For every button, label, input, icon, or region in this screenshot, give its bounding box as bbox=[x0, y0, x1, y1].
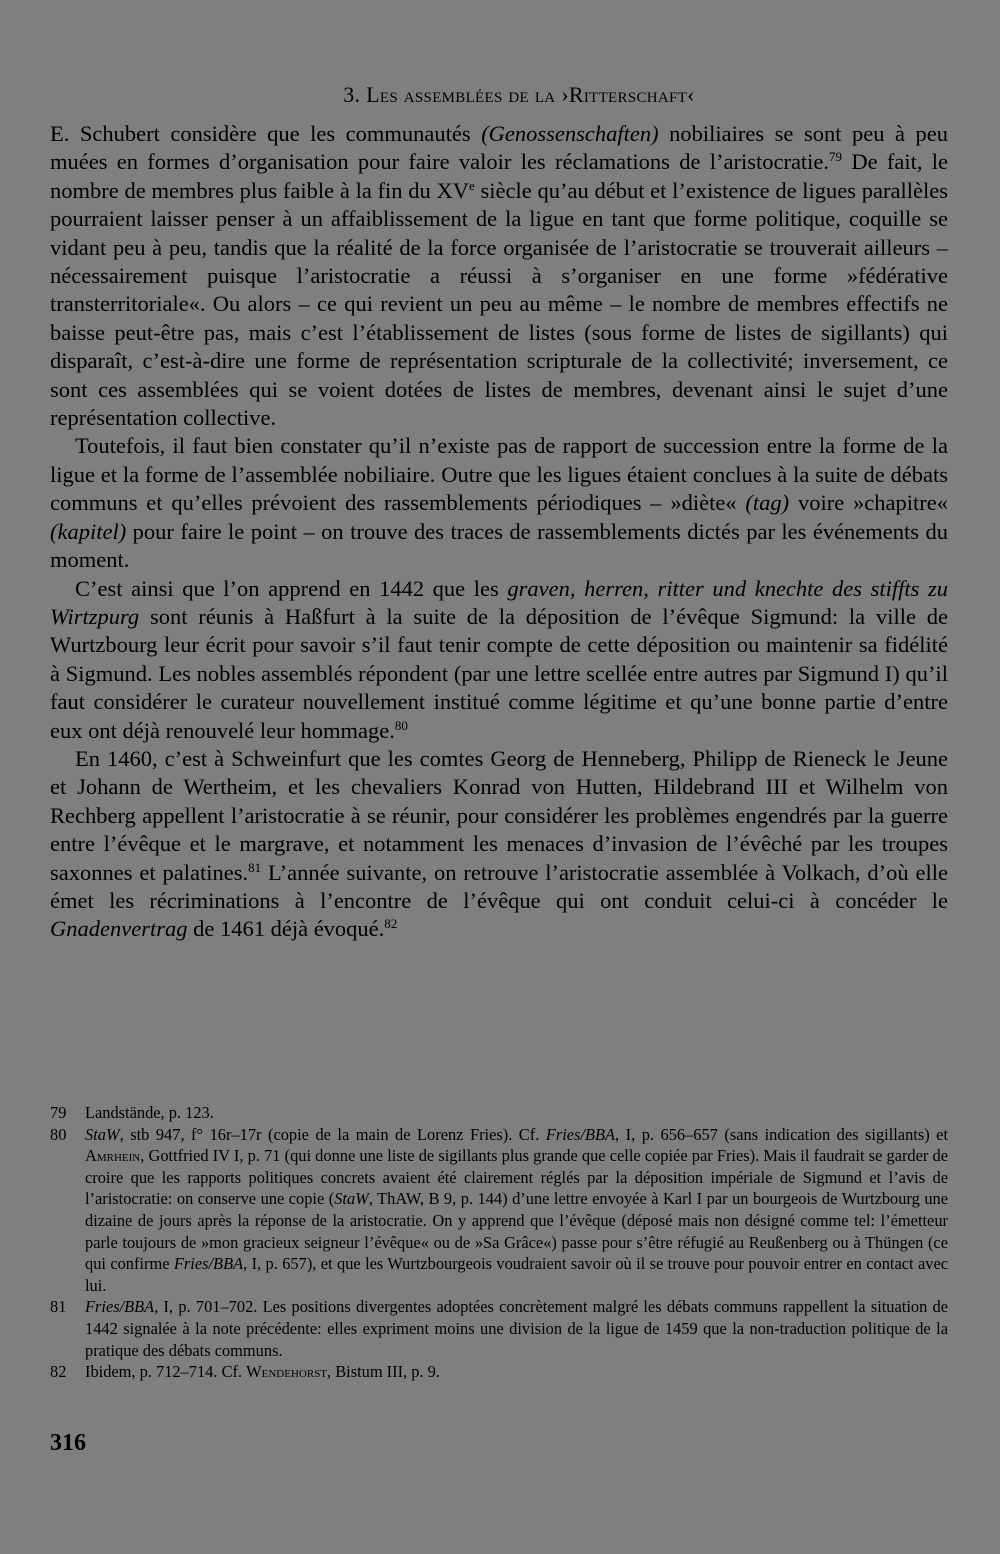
italic-span: (kapitel) bbox=[50, 518, 127, 544]
footnote-number: 79 bbox=[50, 1103, 67, 1122]
footnote bbox=[50, 1361, 948, 1383]
footnote-ref: 80 bbox=[394, 717, 408, 733]
text-span: L’année suivante, on retrouve l’aristocratie assemblée à Volkach, d’où elle émet les récriminations à l’encontre de l’évêque qui ont conduit celui-ci à concéder le bbox=[50, 859, 948, 913]
text-span: Toutefois, il faut bien constater qu’il n’existe pas de rapport de succession entre la forme de la ligue et la forme de l’assemblée nobiliaire. Outre que les ligues étaient conclues à la suite de débats communs et qu’elles prévoient des rassemblements périodiques – »diète« bbox=[50, 433, 948, 516]
text-span: En 1460, c’est à Schweinfurt que les comtes Georg de Henneberg, Philipp de Rieneck le Jeune et Johann de Wertheim, et les chevaliers Konrad von Hutten, Hildebrand III et Wilhelm von Rechberg appellent l’aristocratie à se réunir, pour considérer les problèmes engendrés par la guerre entre l’évêque et le margrave, et notamment les menaces d’invasion de l’évêché par les troupes saxonnes et palatines. bbox=[50, 745, 948, 885]
footnote bbox=[50, 1296, 948, 1361]
text-span: nobiliaires se sont peu à peu muées en formes d’organisation pour faire valoir les réclamations de l’aristocratie. bbox=[50, 121, 948, 175]
italic-span: Gnadenvertrag bbox=[50, 916, 188, 942]
text-span: pour faire le point – on trouve des traces de rassemblements dictés par les événements du moment. bbox=[50, 518, 948, 573]
italic-span: Fries/BBA bbox=[85, 1297, 155, 1317]
footnote-text bbox=[85, 1361, 948, 1383]
paragraph bbox=[50, 432, 948, 574]
text-span: , I, p. 657), et que les Wurtzbourgeois voudraient savoir où il se trouve pour pouvoir entrer en contact avec lui. bbox=[85, 1254, 948, 1295]
footnote-ref: e bbox=[469, 177, 475, 193]
footnote-text bbox=[85, 1124, 948, 1297]
italic-span: Fries/BBA bbox=[545, 1124, 616, 1144]
text-span: Landstände, p. 123. bbox=[85, 1103, 214, 1122]
text-span: De fait, le nombre de membres plus faible à la fin du XV bbox=[50, 149, 948, 203]
footnote-text bbox=[85, 1296, 948, 1361]
italic-span: Fries/BBA bbox=[173, 1254, 244, 1274]
footnote bbox=[50, 1102, 948, 1124]
text-span: E. Schubert considère que les communautés bbox=[50, 121, 482, 146]
italic-span: StaW bbox=[334, 1189, 369, 1209]
text-span: siècle qu’au début et l’existence de ligues parallèles pourraient laisser penser à un affaiblissement de la ligue en tant que forme politique, coquille se vidant peu à peu, tandis que la réalité de la force organisée de l’aristocratie se trouverait ailleurs – nécessairement puisque l’aristocratie a réussi à s’organiser en une forme »fédérative transterritoriale«. Ou alors – ce qui revient un peu au même – le nombre de membres effectifs ne baisse peut-être pas, mais c’est l’établissement de listes (sous forme de listes de sigillants) qui disparaît, c’est-à-dire une forme de représentation scripturale de la collectivité; inversement, ce sont ces assemblées qui se voient dotées de listes de membres, devenant ainsi le sujet d’une représentation collective. bbox=[50, 177, 948, 431]
small-caps-span: Amrhein bbox=[85, 1146, 141, 1166]
footnote-number: 80 bbox=[50, 1124, 67, 1144]
text-span: de 1461 déjà évoqué. bbox=[187, 916, 385, 942]
footnote-text bbox=[85, 1102, 948, 1124]
footnotes bbox=[50, 1102, 948, 1383]
footnote-number: 82 bbox=[50, 1362, 67, 1382]
footnote bbox=[50, 1124, 948, 1297]
text-span: Ibidem, p. 712–714. Cf. bbox=[85, 1362, 247, 1382]
paragraph bbox=[50, 745, 948, 944]
page-body bbox=[50, 80, 948, 944]
footnote-ref: 79 bbox=[829, 149, 843, 165]
text-span: , I, p. 656–657 (sans indication des sigillants) et bbox=[615, 1124, 949, 1144]
text-span: , ThAW, B 9, p. 144) d’une lettre envoyée à Karl I par un bourgeois de Wurtzbourg une dizaine de jours après la réponse de la aristocratie. On y apprend que l’évêque (déposé mais non désigné comme tel: l’émetteur parle toujours de »mon gracieux seigneur l’évêque« ou de »Sa Grâce«) passe pour s’être réfugié au Reußenberg ou à Thüngen (ce qui confirme bbox=[85, 1189, 948, 1274]
text-span: voire »chapitre« bbox=[789, 490, 948, 516]
running-head: 3. Les assemblées de la ›Ritterschaft‹ bbox=[343, 82, 695, 107]
italic-span: (Genossenschaften) bbox=[481, 121, 659, 146]
italic-span: (tag) bbox=[745, 490, 790, 516]
page-number: 316 bbox=[50, 1430, 86, 1456]
italic-span: StaW bbox=[85, 1124, 120, 1144]
text-span: C’est ainsi que l’on apprend en 1442 que les bbox=[75, 575, 508, 601]
footnote-ref: 82 bbox=[384, 916, 398, 932]
text-span: , stb 947, f° 16r–17r (copie de la main de Lorenz Fries). Cf. bbox=[119, 1124, 546, 1144]
text-span: , Bistum III, p. 9. bbox=[327, 1362, 440, 1382]
footnote-number: 81 bbox=[50, 1297, 67, 1317]
text-span: , I, p. 701–702. Les positions divergentes adoptées concrètement malgré les débats communs rappellent la situation de 1442 signalée à la note précédente: elles expriment moins une division de la ligue de 1459 que la non-traduction politique de la pratique des débats communs. bbox=[85, 1297, 948, 1360]
italic-span: graven, herren, ritter und knechte des stiffts zu Wirtzpurg bbox=[50, 575, 948, 629]
small-caps-span: Wendehorst bbox=[246, 1362, 328, 1382]
main-text bbox=[50, 120, 948, 944]
text-span: , Gottfried IV I, p. 71 (qui donne une liste de sigillants plus grande que celle copiée par Fries). Mais il faudrait se garder de croire que les rapports politiques concrets avaient été clairement réglés par la déposition impériale de Sigmund et l’avis de l’aristocratie: on conserve une copie ( bbox=[85, 1146, 948, 1209]
footnote-ref: 81 bbox=[248, 859, 262, 875]
text-span: sont réunis à Haßfurt à la suite de la déposition de l’évêque Sigmund: la ville de Wurtzbourg leur écrit pour savoir s’il faut tenir compte de cette déposition ou maintenir sa fidélité à Sigmund. Les nobles assemblés répondent (par une lettre scellée entre autres par Sigmund I) qu’il faut considérer le curateur nouvellement institué comme légitime et qu’une bonne partie d’entre eux ont déjà renouvelé leur hommage. bbox=[50, 603, 948, 743]
paragraph bbox=[50, 575, 948, 745]
paragraph bbox=[50, 120, 948, 432]
